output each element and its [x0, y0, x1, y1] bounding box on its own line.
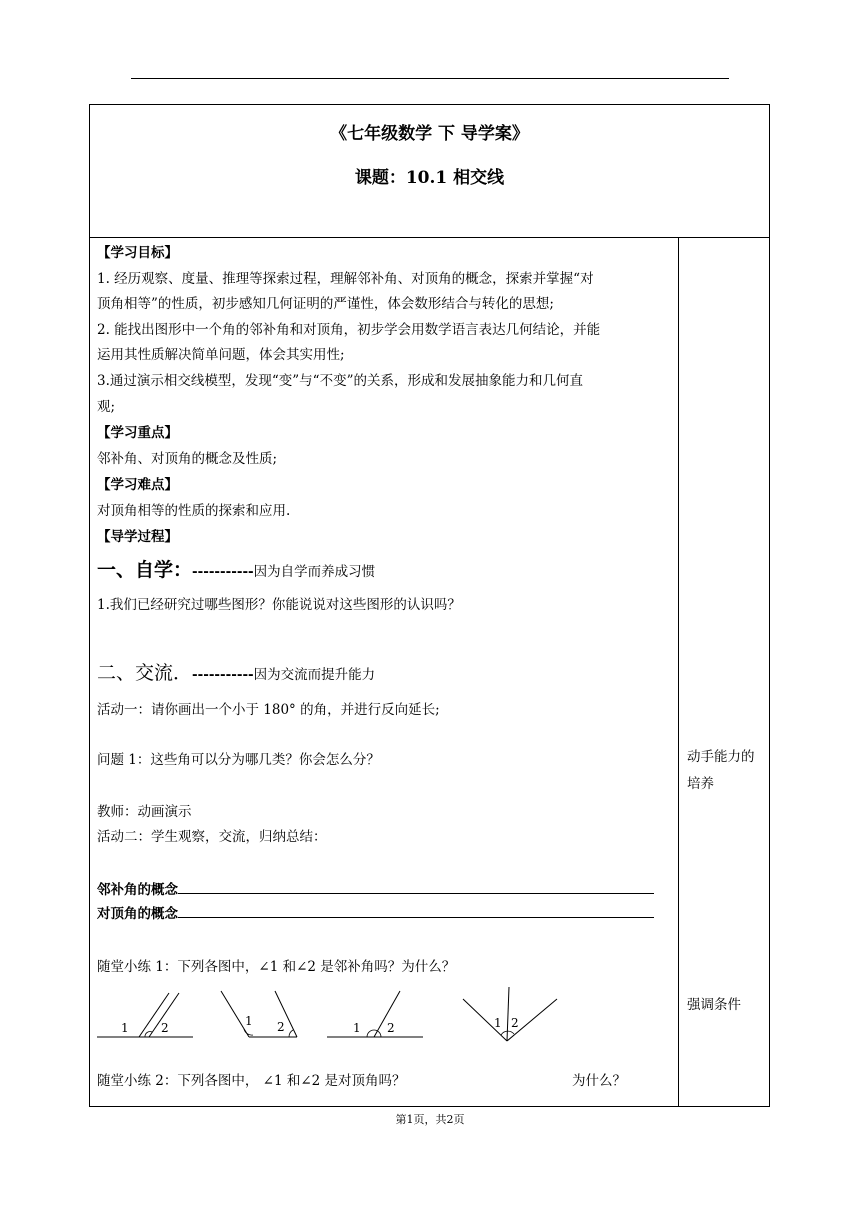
goals-line-5: 3.通过演示相交线模型，发现“变”与“不变”的关系，形成和发展抽象能力和几何直: [97, 373, 583, 389]
key-points-heading: 【学习重点】: [97, 425, 178, 441]
activity-2: 活动二：学生观察，交流，归纳总结：: [97, 829, 327, 845]
exchange-heading: [97, 658, 375, 685]
figure-4-label-2: 2: [511, 1016, 519, 1030]
figure-3-label-1: 1: [353, 1021, 361, 1035]
difficulty-text: 对顶角相等的性质的探索和应用.: [97, 503, 291, 519]
figure-4-label-1: 1: [494, 1016, 502, 1030]
figure-1: [97, 993, 193, 1037]
figure-3-label-2: 2: [387, 1021, 395, 1035]
exchange-tagline: 因为交流而提升能力: [253, 667, 376, 683]
page-footer: 第1页，共2页: [395, 1113, 465, 1126]
side-note-emphasize-conditions: 强调条件: [687, 997, 741, 1013]
figure-2: [221, 991, 297, 1037]
practice-1: 随堂小练 1：下列各图中，∠1 和∠2 是邻补角吗？为什么？: [97, 959, 456, 975]
figure-2-label-2: 2: [277, 1020, 285, 1034]
side-note-hands-on-line-1: 动手能力的: [687, 749, 755, 765]
self-study-title: 一、自学：: [97, 559, 193, 581]
self-study-dashes: -----------: [192, 564, 254, 580]
process-heading: 【导学过程】: [97, 529, 178, 545]
teacher-demo: 教师：动画演示: [97, 804, 192, 820]
practice-2-why: 为什么？: [572, 1073, 626, 1089]
vertical-angle-label: 对顶角的概念: [97, 906, 178, 922]
worksheet-table: [89, 104, 770, 1107]
side-note-hands-on: [687, 745, 755, 792]
figure-2-label-1: 1: [245, 1014, 253, 1028]
lesson-title: 课题：10.1 相交线: [354, 168, 505, 188]
key-points-text: 邻补角、对顶角的概念及性质;: [97, 451, 278, 467]
figure-1-label-1: 1: [121, 1021, 129, 1035]
goals-line-3: 2. 能找出图形中一个角的邻补角和对顶角，初步学会用数学语言表达几何结论，并能: [97, 322, 601, 338]
question-1: 问题 1：这些角可以分为哪几类？你会怎么分？: [97, 752, 380, 768]
activity-1: 活动一：请你画出一个小于 180° 的角，并进行反向延长;: [97, 702, 440, 718]
practice-2: 随堂小练 2：下列各图中， ∠1 和∠2 是对顶角吗？: [97, 1073, 406, 1089]
figure-3: [327, 991, 423, 1037]
side-note-hands-on-line-2: 培养: [687, 776, 714, 792]
goals-line-4: 运用其性质解决简单问题，体会其实用性;: [97, 347, 345, 363]
self-study-heading: [97, 555, 375, 582]
exchange-dashes: -----------: [192, 667, 254, 683]
adjacent-angle-definition: [97, 878, 654, 898]
adjacent-angle-label: 邻补角的概念: [97, 882, 178, 898]
self-study-tagline: 因为自学而养成习惯: [253, 564, 376, 580]
title-cell: [90, 105, 769, 238]
goals-line-2: 顶角相等”的性质，初步感知几何证明的严谨性，体会数形结合与转化的思想;: [97, 296, 554, 312]
vertical-angle-definition: [97, 902, 654, 922]
exchange-title: 二、交流．: [97, 662, 193, 684]
vertical-angle-blank: [178, 904, 654, 918]
adjacent-angle-blank: [178, 880, 654, 894]
goals-line-6: 观;: [97, 399, 116, 415]
goals-line-1: 1. 经历观察、度量、推理等探索过程，理解邻补角、对顶角的概念，探索并掌握“对: [97, 271, 594, 287]
goals-heading: 【学习目标】: [97, 245, 178, 261]
column-divider: [678, 237, 679, 1106]
difficulty-heading: 【学习难点】: [97, 477, 178, 493]
figure-4: [463, 987, 557, 1041]
header-rule: [131, 78, 729, 79]
figure-1-label-2: 2: [161, 1021, 169, 1035]
practice-1-figures: [97, 987, 567, 1047]
self-study-question: 1.我们已经研究过哪些图形？你能说说对这些图形的认识吗？: [97, 597, 461, 613]
document-title: 《七年级数学 下 导学案》: [330, 124, 529, 144]
